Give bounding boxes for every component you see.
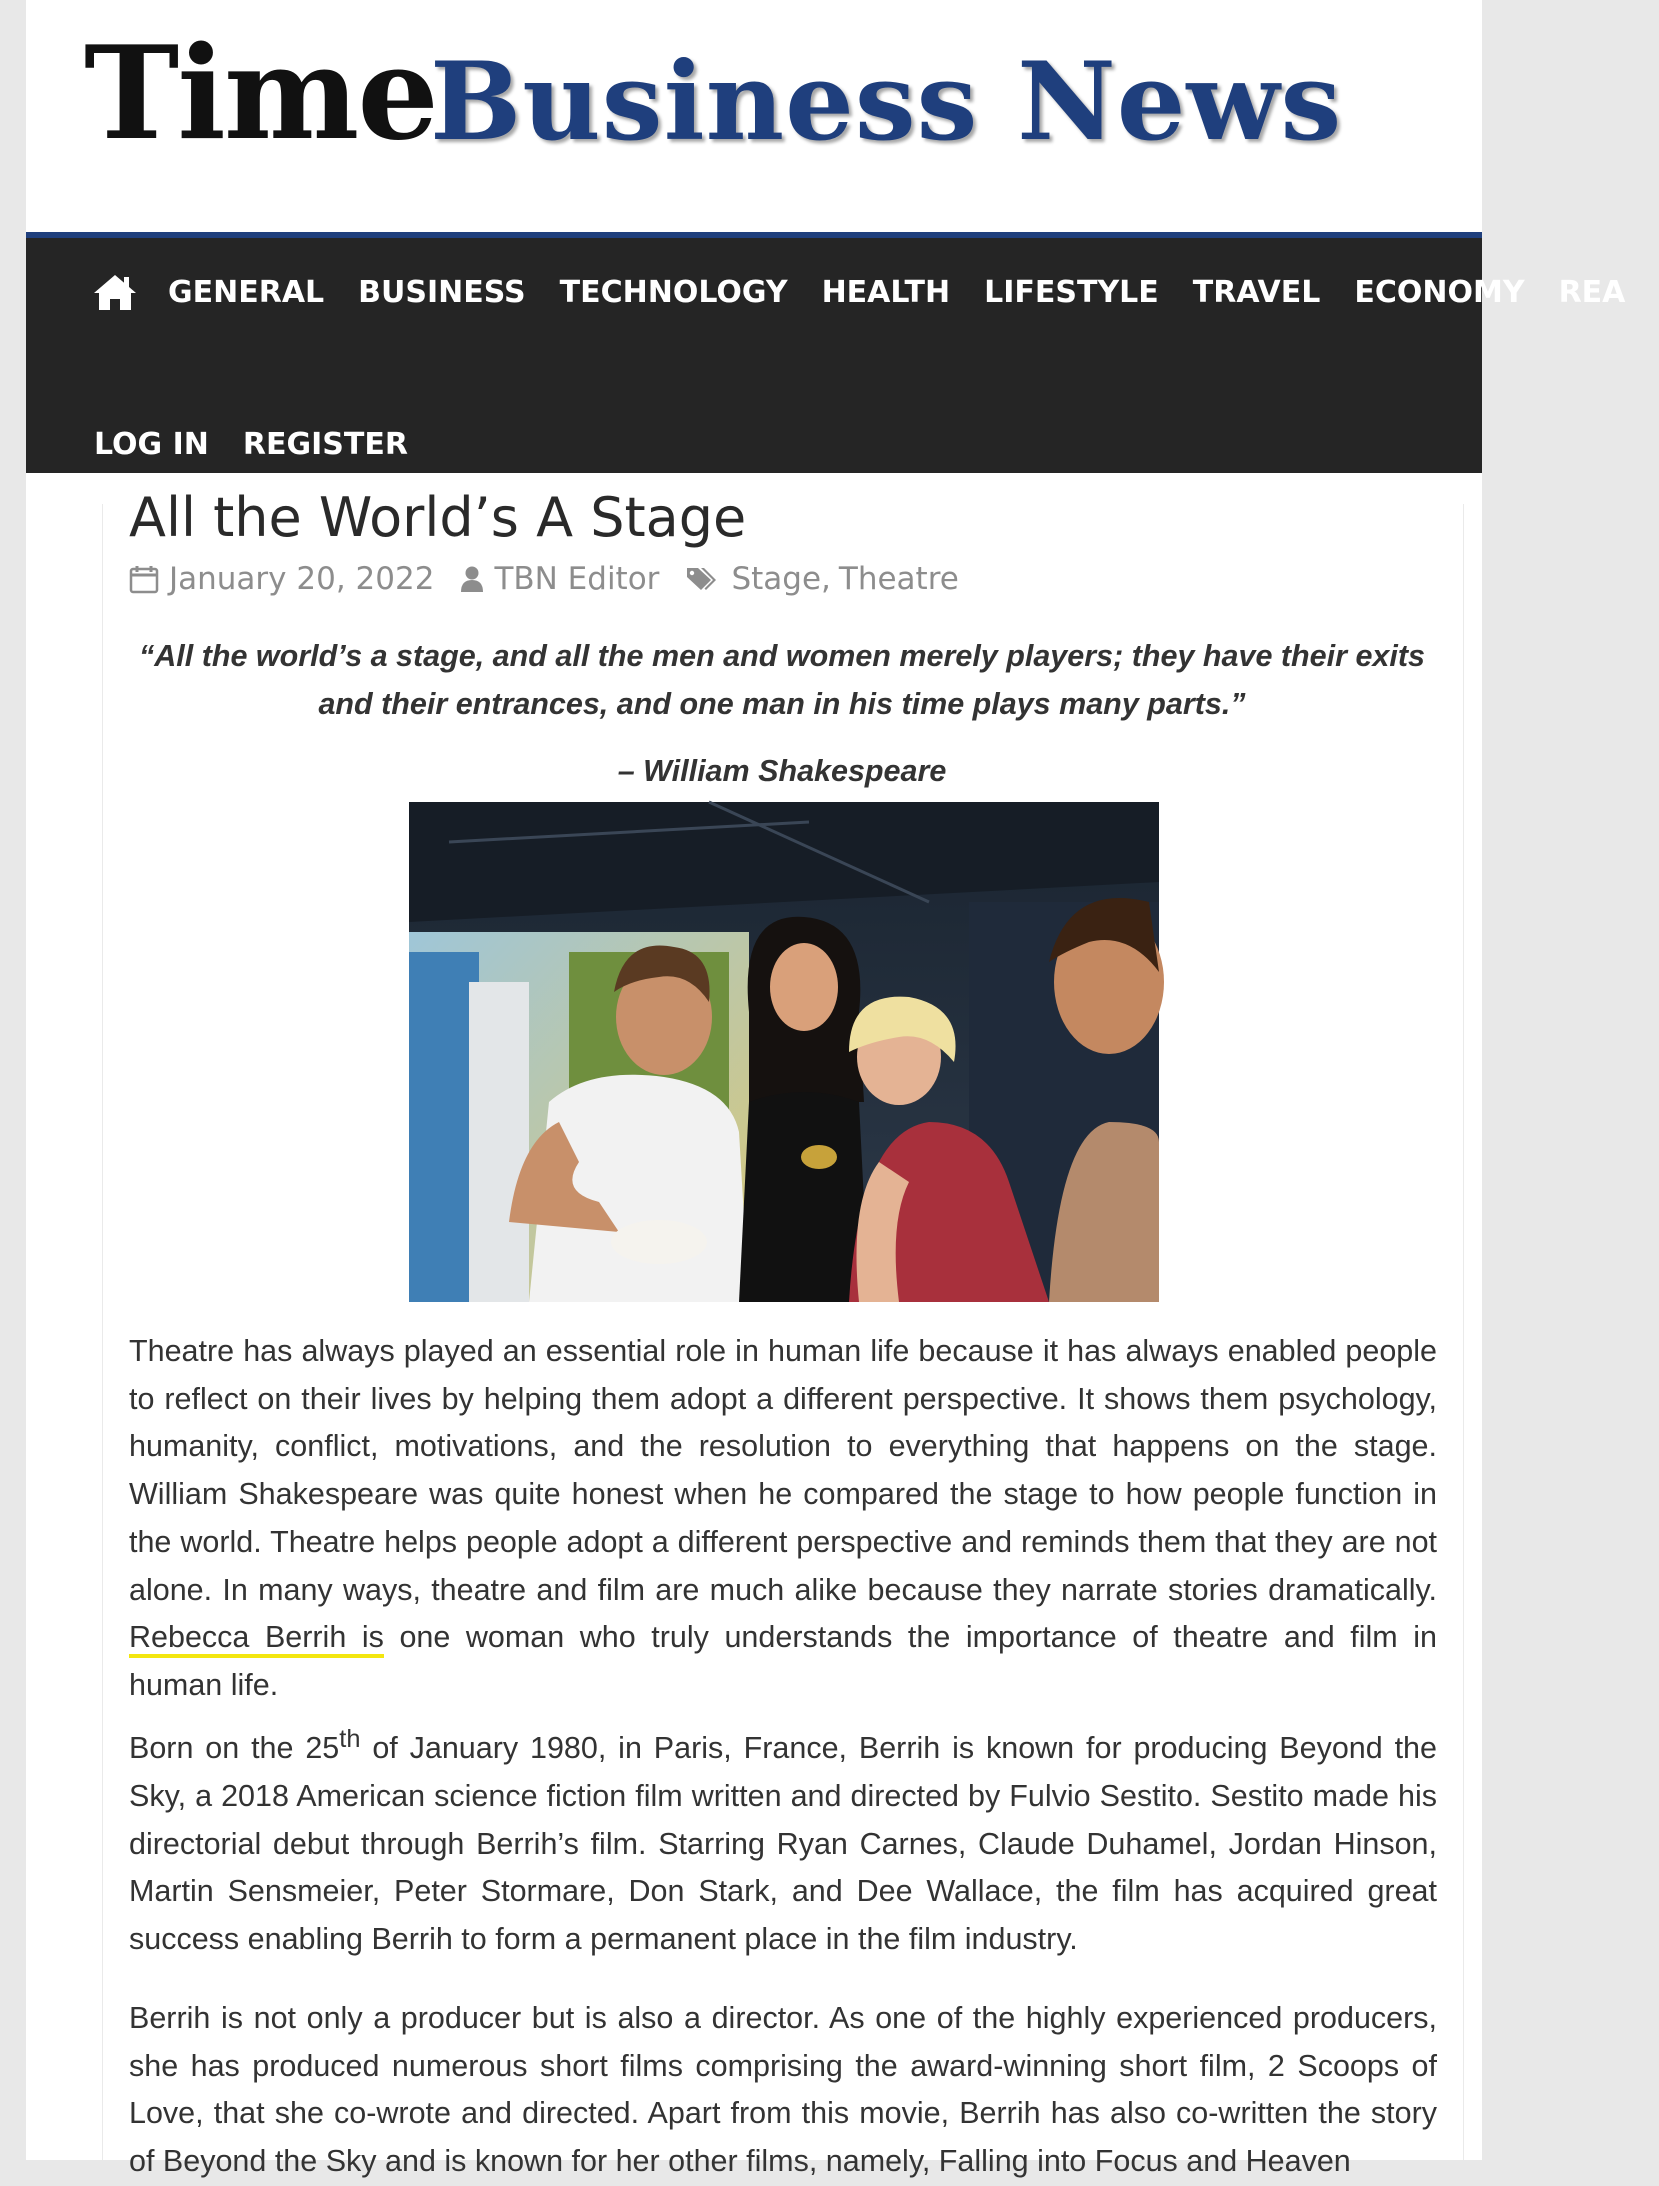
article-paragraph-1: [129, 1328, 1437, 1710]
quote-author: – William Shakespeare: [617, 754, 947, 788]
nav-item-health[interactable]: HEALTH: [821, 274, 951, 310]
category-theatre[interactable]: Theatre: [838, 561, 959, 597]
ordinal-suffix: th: [339, 1725, 361, 1753]
article-title: All the World’s A Stage: [129, 486, 747, 549]
logo-business-news-wordmark[interactable]: Business News: [430, 39, 1343, 165]
logo-time-wordmark[interactable]: Time: [84, 19, 437, 169]
article-paragraph-3: Berrih is not only a producer but is also a director. As one of the highly experienced producers, she has produced numerous short films comprising the award-winning short film, 2 Scoops of Love, that she co-wrote and directed. Apart from this movie, Berrih has also co-written the story of Beyond the Sky and is known for her other films, namely, Falling into Focus and Heaven: [129, 2001, 1437, 2179]
nav-row-account: [94, 414, 442, 474]
rebecca-berrih-highlight: Rebecca Berrih is: [129, 1620, 384, 1658]
home-icon[interactable]: [92, 272, 138, 312]
login-link[interactable]: LOG IN: [94, 426, 209, 462]
article-meta: [129, 556, 959, 602]
paragraph-1-text: Theatre has always played an essential role in human life because it has always enabled people to reflect on their lives by helping them adopt a different perspective. It shows them psychology, humanity, conflict, motivations, and the resolution to everything that happens on the stage. William Shakespeare was quite honest when he compared the stage to how people function in the world. Theatre helps people adopt a different perspective and reminds them that they are not alone. In many ways, theatre and film are much alike because they narrate stories dramatically.: [129, 1334, 1437, 1607]
register-link[interactable]: REGISTER: [242, 426, 408, 462]
article-date[interactable]: January 20, 2022: [169, 561, 435, 597]
nav-item-travel[interactable]: TRAVEL: [1192, 274, 1321, 310]
paragraph-2-text: Born on the 25: [129, 1731, 340, 1766]
site-header: [26, 0, 1482, 232]
nav-item-general[interactable]: GENERAL: [168, 274, 325, 310]
category-stage[interactable]: Stage: [731, 561, 822, 597]
article-paragraph-2: [129, 1716, 1437, 1964]
nav-item-economy[interactable]: ECONOMY: [1354, 274, 1525, 310]
article-author[interactable]: TBN Editor: [494, 561, 660, 597]
user-icon: [460, 565, 484, 593]
nav-item-real-estate[interactable]: REA: [1558, 274, 1626, 310]
article-photo: [409, 802, 1159, 1302]
shakespeare-quote: “All the world’s a stage, and all the men and women merely players; they have their exits and their entrances, and one man in his time plays many parts.”: [139, 639, 1425, 721]
category-separator: ,: [821, 561, 831, 597]
nav-item-technology[interactable]: TECHNOLOGY: [559, 274, 788, 310]
nav-item-business[interactable]: BUSINESS: [358, 274, 526, 310]
article: [102, 486, 1464, 2179]
paragraph-1-text-end: one woman who truly understands the importance of theatre and film in human life.: [129, 1620, 1437, 1702]
page: [26, 0, 1626, 2179]
nav-item-lifestyle[interactable]: LIFESTYLE: [984, 274, 1159, 310]
nav-row-primary: [92, 262, 1659, 322]
tags-icon: [685, 565, 721, 593]
calendar-icon: [129, 564, 159, 594]
paragraph-2-text-end: of January 1980, in Paris, France, Berrih is known for producing Beyond the Sky, a 2018 American science fiction film written and directed by Fulvio Sestito. Sestito made his directorial debut through Berrih’s film. Starring Ryan Carnes, Claude Duhamel, Jordan Hinson, Martin Sensmeier, Peter Stormare, Don Stark, and Dee Wallace, the film has acquired great success enabling Berrih to form a permanent place in the film industry.: [129, 1731, 1437, 1956]
main-navigation: [26, 232, 1626, 473]
